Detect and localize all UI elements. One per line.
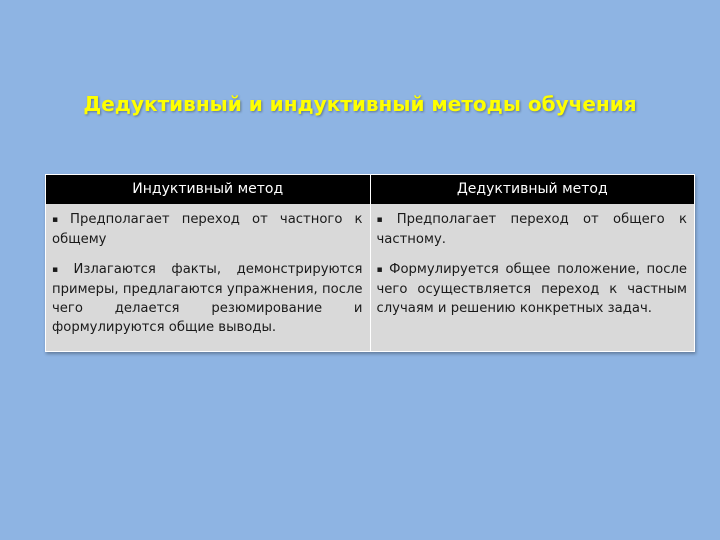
inductive-point-2: Излагаются факты, демонстрируются примеры, предлагаются упражнения, после чего делается резюмирование и формулируются общие выводы. [52, 262, 363, 335]
deductive-column [370, 204, 695, 351]
table-header-row [46, 175, 694, 204]
list-item [377, 260, 688, 318]
list-item [52, 210, 363, 249]
table-body [46, 204, 694, 351]
deductive-point-1: Предполагает переход от общего к частному. [376, 212, 687, 247]
bullet-icon: ▪ [52, 215, 67, 225]
list-item [52, 260, 363, 337]
bullet-icon: ▪ [376, 265, 386, 275]
deductive-point-2: Формулируется общее положение, после чего осуществляется переход к частным случаям и решению конкретных задач. [376, 262, 687, 316]
inductive-column [46, 204, 370, 351]
bullet-icon: ▪ [376, 215, 393, 225]
bullet-icon: ▪ [52, 265, 70, 275]
header-deductive-method: Дедуктивный метод [370, 175, 695, 204]
header-inductive-method: Индуктивный метод [132, 181, 284, 197]
list-item [377, 210, 688, 249]
slide-title: Дедуктивный и индуктивный методы обучения [83, 92, 637, 116]
inductive-point-1: Предполагает переход от частного к общему [52, 212, 363, 247]
comparison-table [45, 174, 695, 352]
